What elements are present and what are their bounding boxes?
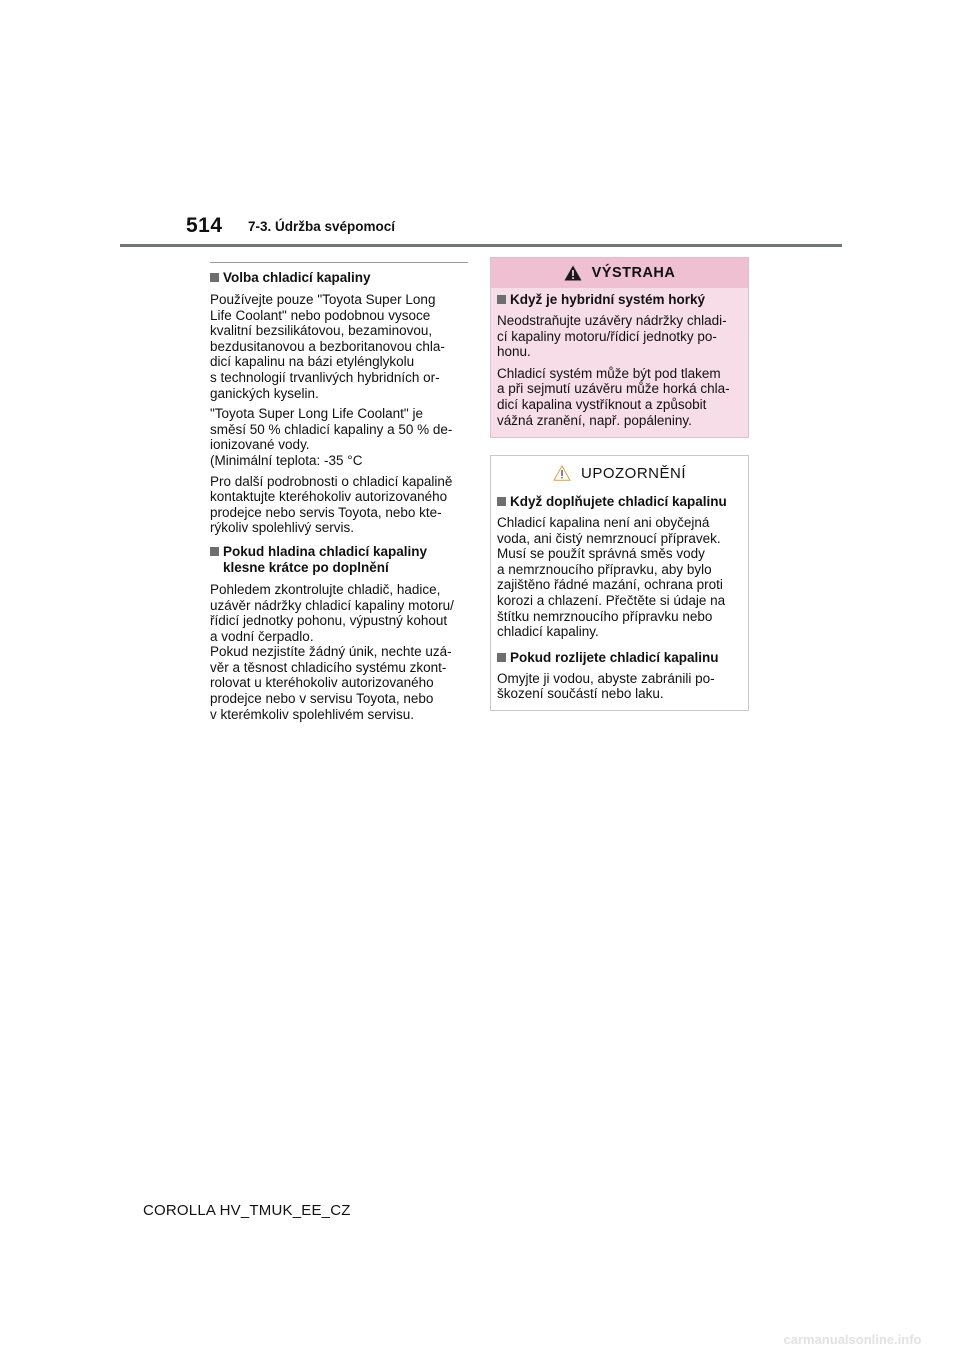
square-bullet-icon bbox=[210, 273, 219, 282]
warning-triangle-icon bbox=[564, 265, 582, 281]
heading-coolant-level-drops bbox=[210, 544, 468, 576]
caution-triangle-icon bbox=[553, 465, 571, 481]
heading-text: Pokud hladina chladicí kapaliny klesne krátce po doplnění bbox=[223, 543, 428, 575]
square-bullet-icon bbox=[497, 653, 506, 662]
left-column bbox=[210, 262, 468, 727]
paragraph: Chladicí kapalina není ani obyčejná voda, ani čistý nemrznoucí přípravek. Musí se použít správná směs vody a nemrznoucího přípravku, aby bylo zajištěno řádné mazání, ochrana proti korozi a chlazení. Přečtěte si údaje na štítku nemrznoucího přípravku nebo chladicí kapaliny. bbox=[497, 515, 726, 640]
paragraph: Pohledem zkontrolujte chladič, hadice, uzávěr nádržky chladicí kapaliny motoru/ řídicí jednotky pohonu, výpustný kohout a vodní čerpadlo. Pokud nezjistíte žádný únik, nechte uzá- věr a těsnost chladicího systému zkont- rolovat u kteréhokoliv autorizovaného prodejce nebo v servisu Toyota, nebo v kterémkoliv spolehlivém servisu. bbox=[210, 581, 454, 722]
heading-text: Když doplňujete chladicí kapalinu bbox=[510, 494, 727, 509]
notice-box bbox=[490, 455, 749, 711]
square-bullet-icon bbox=[210, 547, 219, 556]
notice-title: UPOZORNĚNÍ bbox=[580, 464, 686, 482]
column-rule bbox=[210, 262, 468, 263]
notice-header bbox=[491, 458, 748, 488]
page-number: 514 bbox=[186, 214, 223, 237]
warning-heading bbox=[497, 292, 742, 308]
square-bullet-icon bbox=[497, 295, 506, 304]
heading-text: Volba chladicí kapaliny bbox=[223, 270, 371, 285]
warning-header bbox=[491, 258, 748, 288]
paragraph: Neodstraňujte uzávěry nádržky chladi- cí kapaliny motoru/řídicí jednotky po- honu. bbox=[497, 313, 727, 360]
warning-box bbox=[490, 257, 749, 438]
paragraph: Chladicí systém může být pod tlakem a při sejmutí uzávěru může horká chla- dicí kapalina vystříknout a způsobit vážná zranění, např. popáleniny. bbox=[497, 365, 730, 428]
square-bullet-icon bbox=[497, 497, 506, 506]
section-title: 7-3. Údržba svépomocí bbox=[248, 219, 396, 234]
paragraph: "Toyota Super Long Life Coolant" je směsí 50 % chladicí kapaliny a 50 % de- ionizované vody. (Minimální teplota: -35 °C bbox=[210, 406, 453, 468]
header-rule bbox=[120, 244, 842, 247]
footer-model-code: COROLLA HV_TMUK_EE_CZ bbox=[143, 1202, 351, 1219]
heading-coolant-choice bbox=[210, 270, 468, 286]
paragraph: Pro další podrobnosti o chladicí kapalině kontaktujte kteréhokoliv autorizovaného prodejce nebo servis Toyota, nebo kte- rýkoliv spolehlivý servis. bbox=[210, 473, 453, 536]
heading-text: Pokud rozlijete chladicí kapalinu bbox=[510, 649, 719, 665]
heading-text: Když je hybridní systém horký bbox=[510, 292, 706, 307]
notice-heading-spill bbox=[497, 650, 742, 666]
paragraph: Omyjte ji vodou, abyste zabránili po- škození součástí nebo laku. bbox=[497, 670, 715, 702]
warning-title: VÝSTRAHA bbox=[591, 265, 676, 281]
paragraph: Používejte pouze "Toyota Super Long Life Coolant" nebo podobnou vysoce kvalitní bezsilikátovou, bezaminovou, bezdusitanovou a bezboritanovou chla- dicí kapalinu na bázi etylénglykolu s technologií trvanlivých hybridních or- ganických kyselin. bbox=[210, 292, 445, 401]
notice-heading-refill bbox=[497, 494, 742, 510]
watermark: carmanualsonline.info bbox=[783, 1332, 922, 1347]
